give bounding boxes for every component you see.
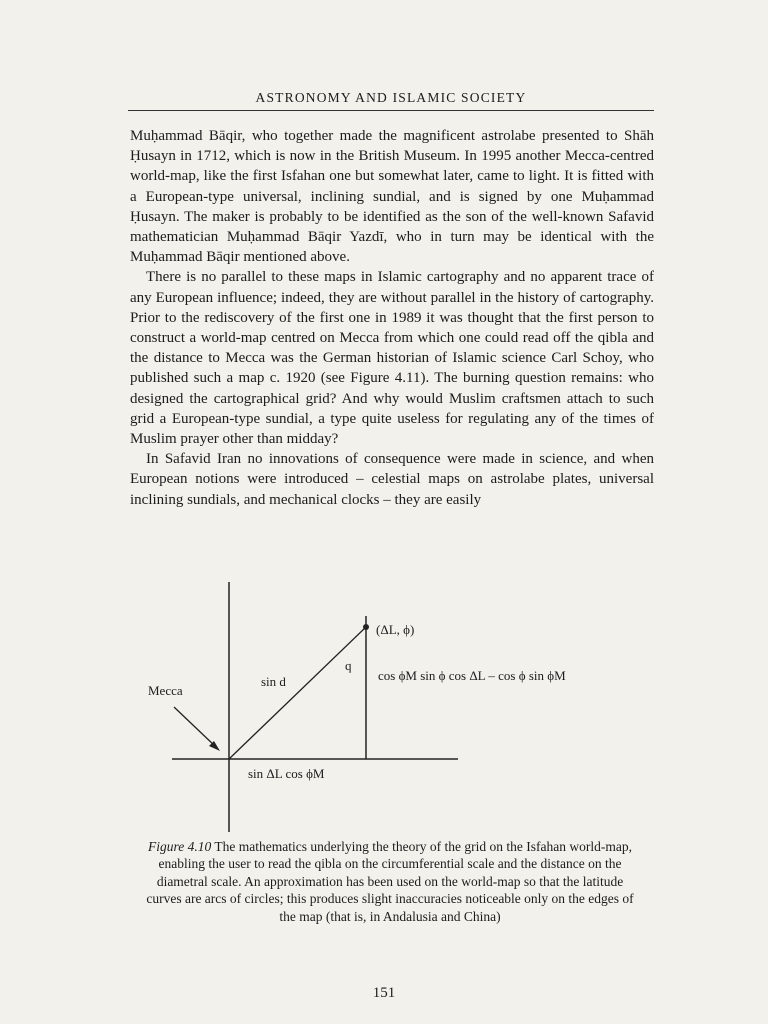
figure-number: Figure 4.10 (147, 839, 212, 854)
figure-diagram (0, 570, 768, 840)
paragraph-3: In Safavid Iran no innovations of consequence were made in science, and when European notions were introduced – celestial maps on astrolabe plates, universal inclining sundials, and mechanical clocks – they are easily (130, 451, 654, 508)
paragraph-1: Muḥammad Bāqir, who together made the magnificent astrolabe presented to Shāh Ḥusayn in 1712, which is now in the British Museum. In 1995 another Mecca-centred world-map, like the first Isfahan one but somewhat later, came to light. It is fitted with a European-type universal, inclining sundial, and is signed by one Muḥammad Ḥusayn. The maker is probably to be identified as the son of the well-known Safavid mathematician Muḥammad Bāqir Yazdī, who in turn may be identical with the Muḥammad Bāqir mentioned above. (130, 128, 654, 266)
point-label: (ΔL, ϕ) (376, 622, 415, 637)
hypotenuse-label: sin d (261, 674, 286, 689)
body-text (130, 126, 654, 510)
page-number: 151 (372, 985, 396, 1001)
diagram-lines (0, 570, 768, 840)
hypotenuse-line (229, 627, 366, 759)
mecca-label: Mecca (148, 683, 183, 698)
vertical-label: cos ϕM sin ϕ cos ΔL – cos ϕ sin ϕM (378, 668, 566, 683)
paragraph-2: There is no parallel to these maps in Islamic cartography and no apparent trace of any European influence; indeed, they are without parallel in the history of cartography. Prior to the rediscovery of the first one in 1989 it was thought that the first person to construct a world-map centred on Mecca from which one could read off the qibla and the distance to Mecca was the German historian of Islamic science Carl Schoy, who published such a map c. 1920 (see Figure 4.11). The burning question remains: who designed the cartographical grid? And why would Muslim craftsmen attach to such grid a European-type sundial, a type quite useless for regulating any of the times of Muslim prayer other than midday? (130, 269, 654, 448)
figure-caption (140, 838, 640, 925)
running-header: ASTRONOMY AND ISLAMIC SOCIETY (255, 90, 527, 105)
caption-text: The mathematics underlying the theory of the grid on the Isfahan world-map, enabling the user to read the qibla on the circumferential scale and the distance on the diametral scale. An approximation has been used on the world-map so that the latitude curves are arcs of circles; this produces slight inaccuracies noticeable only on the edges of the map (that is, in Andalusia and China) (146, 839, 634, 924)
header-rule (128, 110, 654, 111)
horizontal-label: sin ΔL cos ϕM (248, 766, 325, 781)
point-marker (363, 624, 369, 630)
q-label: q (345, 658, 352, 673)
mecca-arrow-shaft (174, 707, 216, 747)
